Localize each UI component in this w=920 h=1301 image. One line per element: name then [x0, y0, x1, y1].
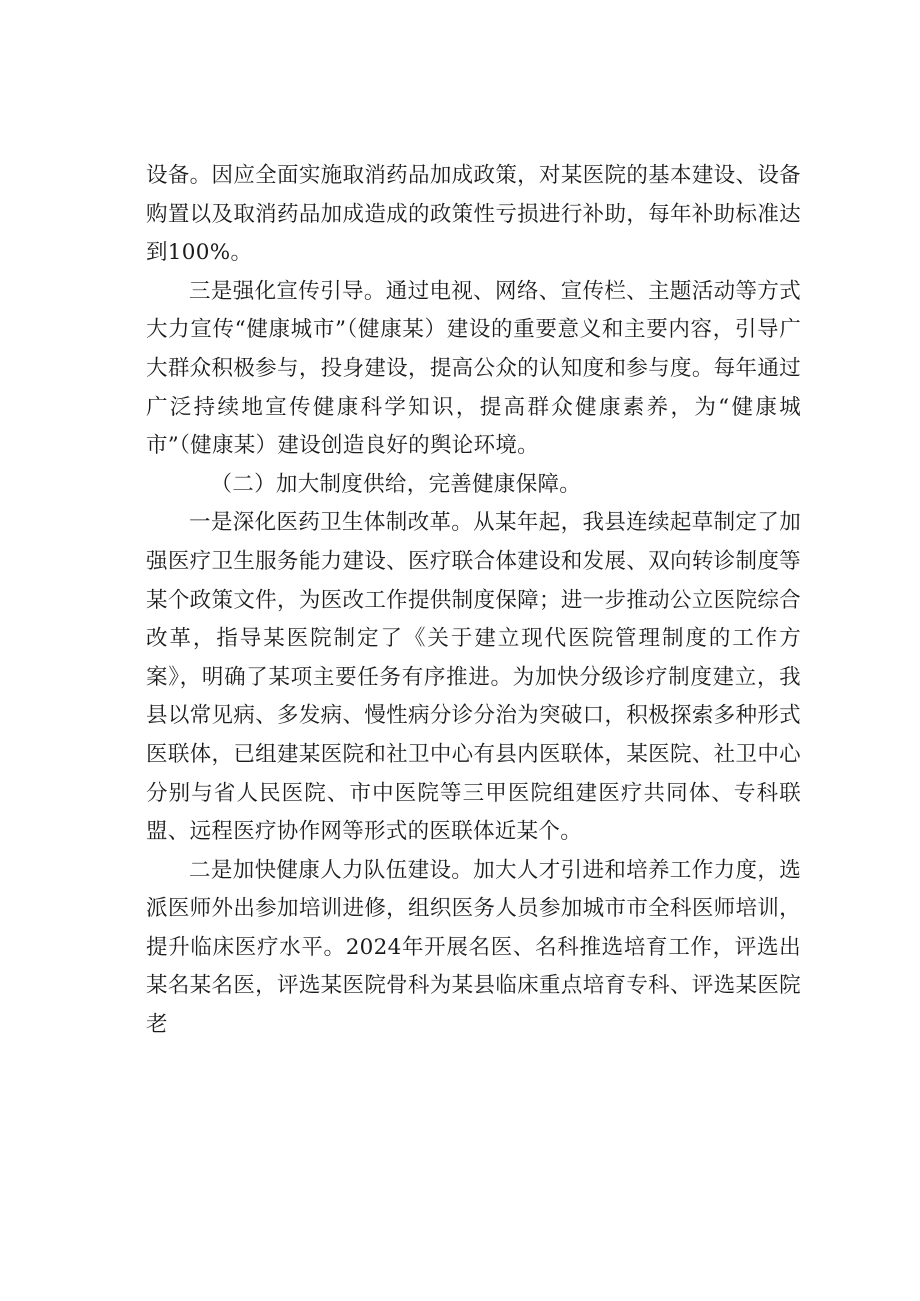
paragraph-equipment-subsidy: 设备。因应全面实施取消药品加成政策，对某医院的基本建设、设备购置以及取消药品加成造成的政策性亏损进行补助，每年补助标准达到100%。 — [146, 163, 801, 266]
section-heading-institutional-supply: （二）加大制度供给，完善健康保障。 — [210, 471, 582, 497]
document-body — [146, 157, 801, 1045]
paragraph-medical-reform: 一是深化医药卫生体制改革。从某年起，我县连续起草制定了加强医疗卫生服务能力建设、医疗联合体建设和发展、双向转诊制度等某个政策文件，为医改工作提供制度保障；进一步推动公立医院综合改革，指导某医院制定了《关于建立现代医院管理制度的工作方案》，明确了某项主要任务有序推进。为加快分级诊疗制度建立，我县以常见病、多发病、慢性病分诊分治为突破口，积极探索多种形式医联体，已组建某医院和社卫中心有县内医联体，某医院、社卫中心分别与省人民医院、市中医院等三甲医院组建医疗共同体、专科联盟、远程医疗协作网等形式的医联体近某个。 — [146, 510, 801, 845]
paragraph-publicity: 三是强化宣传引导。通过电视、网络、宣传栏、主题活动等方式大力宣传“健康城市”（健康某）建设的重要意义和主要内容，引导广大群众积极参与，投身建设，提高公众的认知度和参与度。每年通过广泛持续地宣传健康科学知识，提高群众健康素养，为“健康城市”（健康某）建设创造良好的舆论环境。 — [146, 278, 801, 459]
paragraph-workforce: 二是加快健康人力队伍建设。加大人才引进和培养工作力度，选派医师外出参加培训进修，组织医务人员参加城市市全科医师培训，提升临床医疗水平。2024年开展名医、名科推选培育工作，评选出某名某名医，评选某医院骨科为某县临床重点培育专科、评选某医院老 — [146, 857, 801, 1038]
